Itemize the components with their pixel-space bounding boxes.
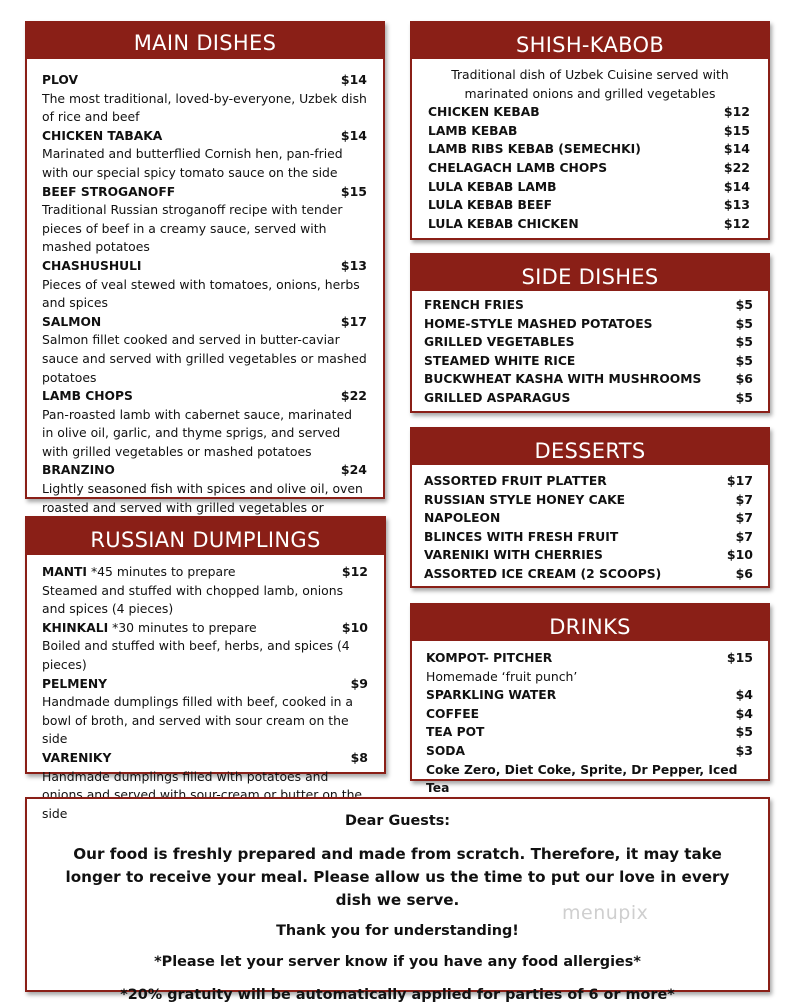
item-name: BRANZINO <box>42 463 115 478</box>
item-description: Pan-roasted lamb with cabernet sauce, marinated in olive oil, garlic, and thyme sprigs, and served with grilled vegetables or mashed potatoes <box>42 406 352 459</box>
shish-kabob-section <box>410 21 770 240</box>
item-name: TEA POT <box>426 725 485 740</box>
item-price: $14 <box>340 127 367 143</box>
item-price: $15 <box>340 183 367 199</box>
menu-item <box>424 370 753 389</box>
item-price: $5 <box>735 352 753 368</box>
menu-item <box>42 183 367 257</box>
item-price: $24 <box>340 462 367 478</box>
item-price: $14 <box>340 72 367 87</box>
item-description: Boiled and stuffed with beef, herbs, and spices (4 pieces) <box>42 638 350 672</box>
notice-greeting: Dear Guests: <box>344 813 451 829</box>
item-name: NAPOLEON <box>424 511 501 526</box>
menu-item <box>42 127 367 183</box>
menu-item <box>424 472 753 491</box>
item-name: PELMENY <box>42 676 108 691</box>
item-price: $15 <box>726 650 753 665</box>
item-price: $17 <box>340 313 367 329</box>
menu-item <box>428 196 750 215</box>
item-price: $14 <box>723 141 750 157</box>
item-name: ASSORTED ICE CREAM (2 SCOOPS) <box>424 566 662 581</box>
item-price: $12 <box>341 564 368 579</box>
item-price: $7 <box>735 491 753 507</box>
item-price: $22 <box>340 388 367 404</box>
item-name: MANTI <box>42 565 88 579</box>
menu-item <box>426 742 753 761</box>
menu-item <box>424 491 753 510</box>
menu-item <box>426 686 753 705</box>
main-dishes-section <box>25 21 385 515</box>
main-dishes-list <box>27 59 383 536</box>
menu-item <box>424 296 753 315</box>
item-name: BEEF STROGANOFF <box>42 184 176 199</box>
item-name: GRILLED VEGETABLES <box>424 335 575 350</box>
item-price: $12 <box>723 104 750 120</box>
item-name: LAMB CHOPS <box>42 389 133 404</box>
menu-item <box>426 723 753 742</box>
item-price: $10 <box>341 619 368 635</box>
main-dishes-title: MAIN DISHES <box>27 23 383 59</box>
item-name: FRENCH FRIES <box>424 298 524 312</box>
menu-item <box>42 257 367 313</box>
item-name: CHICKEN TABAKA <box>42 128 163 143</box>
item-price: $8 <box>350 749 368 765</box>
menu-item <box>424 352 753 371</box>
menu-item <box>424 546 753 565</box>
item-name: GRILLED ASPARAGUS <box>424 390 571 405</box>
menu-item <box>428 103 750 122</box>
menu-item <box>424 333 753 352</box>
item-description: Handmade dumplings filled with potatoes and onions and served with sour-cream or butter on the side <box>42 768 363 821</box>
item-name: LULA KEBAB CHICKEN <box>428 216 579 231</box>
drinks-section <box>410 603 770 796</box>
item-description: Traditional Russian stroganoff recipe with tender pieces of beef in a creamy sauce, served with mashed potatoes <box>42 202 343 255</box>
drinks-title: DRINKS <box>412 605 768 641</box>
menu-item <box>428 140 750 159</box>
item-name: HOME-STYLE MASHED POTATOES <box>424 316 653 331</box>
item-name: BUCKWHEAT KASHA WITH MUSHROOMS <box>424 372 702 387</box>
item-price: $5 <box>735 389 753 405</box>
desserts-title: DESSERTS <box>412 429 768 465</box>
item-price: $5 <box>735 297 753 312</box>
item-price: $5 <box>735 724 753 740</box>
item-name: LULA KEBAB LAMB <box>428 179 557 194</box>
menu-item <box>428 159 750 178</box>
item-price: $6 <box>735 565 753 581</box>
item-name: STEAMED WHITE RICE <box>424 353 576 368</box>
menu-item <box>424 315 753 334</box>
menu-item <box>42 563 368 619</box>
prep-time-note: *30 minutes to prepare <box>108 619 257 635</box>
item-price: $17 <box>726 473 753 488</box>
menu-item <box>424 389 753 408</box>
item-description: Homemade ‘fruit punch’ <box>426 668 578 684</box>
menu-item <box>42 387 367 461</box>
side-dishes-title: SIDE DISHES <box>412 255 768 291</box>
shish-kabob-list <box>412 103 768 233</box>
item-price: $3 <box>735 742 753 758</box>
item-name: RUSSIAN STYLE HONEY CAKE <box>424 492 626 507</box>
item-name: VARENIKY <box>42 750 112 765</box>
item-description: Lightly seasoned fish with spices and olive oil, oven roasted and served with grilled vegetables or <box>42 481 363 515</box>
drinks-list <box>412 641 768 798</box>
item-name: SODA <box>426 743 466 758</box>
item-price: $14 <box>723 178 750 194</box>
dumplings-title: RUSSIAN DUMPLINGS <box>27 518 384 555</box>
item-name: LAMB RIBS KEBAB (SEMECHKI) <box>428 142 641 157</box>
soda-options: Coke Zero, Diet Coke, Sprite, Dr Pepper, Iced Tea <box>426 762 738 796</box>
item-price: $6 <box>735 371 753 387</box>
item-price: $15 <box>723 122 750 138</box>
menu-item <box>424 565 753 584</box>
notice-allergy: *Please let your server know if you have any food allergies* <box>154 954 641 970</box>
item-price: $9 <box>350 675 368 691</box>
item-price: $5 <box>735 315 753 331</box>
menu-item <box>42 313 367 387</box>
item-price: $10 <box>726 547 753 563</box>
shish-kabob-intro: Traditional dish of Uzbek Cuisine served with marinated onions and grilled vegetables <box>451 67 729 101</box>
prep-time-note: *45 minutes to prepare <box>87 564 236 579</box>
menu-item <box>42 619 368 675</box>
item-price: $13 <box>723 197 750 213</box>
notice-body: Our food is freshly prepared and made from scratch. Therefore, it may take longer to receive your meal. Please allow us the time to put our love in every dish we serve. <box>65 845 730 909</box>
item-name: ASSORTED FRUIT PLATTER <box>424 474 607 488</box>
menu-item <box>424 509 753 528</box>
item-name: KOMPOT- PITCHER <box>426 651 553 665</box>
item-name: SPARKLING WATER <box>426 688 557 703</box>
item-price: $13 <box>340 257 367 273</box>
menu-item <box>426 705 753 724</box>
item-name: LAMB KEBAB <box>428 123 518 138</box>
item-price: $12 <box>723 215 750 231</box>
menu-item <box>42 71 367 127</box>
item-description: Handmade dumplings filled with beef, cooked in a bowl of broth, and served with sour cream on the side <box>42 694 354 747</box>
item-name: VARENIKI WITH CHERRIES <box>424 548 603 563</box>
menu-item <box>428 122 750 141</box>
menu-item <box>42 675 368 749</box>
item-price: $22 <box>723 159 750 175</box>
menu-item <box>424 528 753 547</box>
item-name: COFFEE <box>426 706 480 721</box>
menu-item <box>428 215 750 234</box>
item-name: CHELAGACH LAMB CHOPS <box>428 160 608 175</box>
item-price: $5 <box>735 334 753 350</box>
item-name: SALMON <box>42 314 102 329</box>
item-price: $4 <box>735 687 753 703</box>
item-description: The most traditional, loved-by-everyone, Uzbek dish of rice and beef <box>42 90 367 125</box>
item-name: CHICKEN KEBAB <box>428 105 540 120</box>
item-description: Marinated and butterflied Cornish hen, pan-fried with our special spicy tomato sauce on the side <box>42 146 343 180</box>
side-dishes-section <box>410 253 770 413</box>
shish-kabob-title: SHISH-KABOB <box>412 23 768 59</box>
item-price: $4 <box>735 705 753 721</box>
item-price: $7 <box>735 510 753 526</box>
item-description: Steamed and stuffed with chopped lamb, onions and spices (4 pieces) <box>42 582 344 617</box>
menu-item <box>426 649 753 668</box>
item-description: Pieces of veal stewed with tomatoes, onions, herbs and spices <box>42 276 360 311</box>
desserts-section <box>410 427 770 588</box>
dumplings-section <box>25 516 386 821</box>
guest-notice <box>25 797 770 1003</box>
dumplings-list <box>27 555 384 823</box>
side-dishes-list <box>412 291 768 408</box>
notice-gratuity: *20% gratuity will be automatically applied for parties of 6 or more* <box>120 987 675 1003</box>
item-name: CHASHUSHULI <box>42 258 142 273</box>
item-description: Salmon fillet cooked and served in butter-caviar sauce and served with grilled vegetables or mashed potatoes <box>42 332 367 385</box>
item-name: PLOV <box>42 73 79 87</box>
item-price: $7 <box>735 528 753 544</box>
desserts-list <box>412 465 768 584</box>
watermark-logo: menupix <box>562 902 649 924</box>
notice-thanks: Thank you for understanding! <box>276 923 519 939</box>
menu-item <box>428 178 750 197</box>
item-name: BLINCES WITH FRESH FRUIT <box>424 529 619 544</box>
item-name: KHINKALI <box>42 620 109 635</box>
item-name: LULA KEBAB BEEF <box>428 198 553 213</box>
